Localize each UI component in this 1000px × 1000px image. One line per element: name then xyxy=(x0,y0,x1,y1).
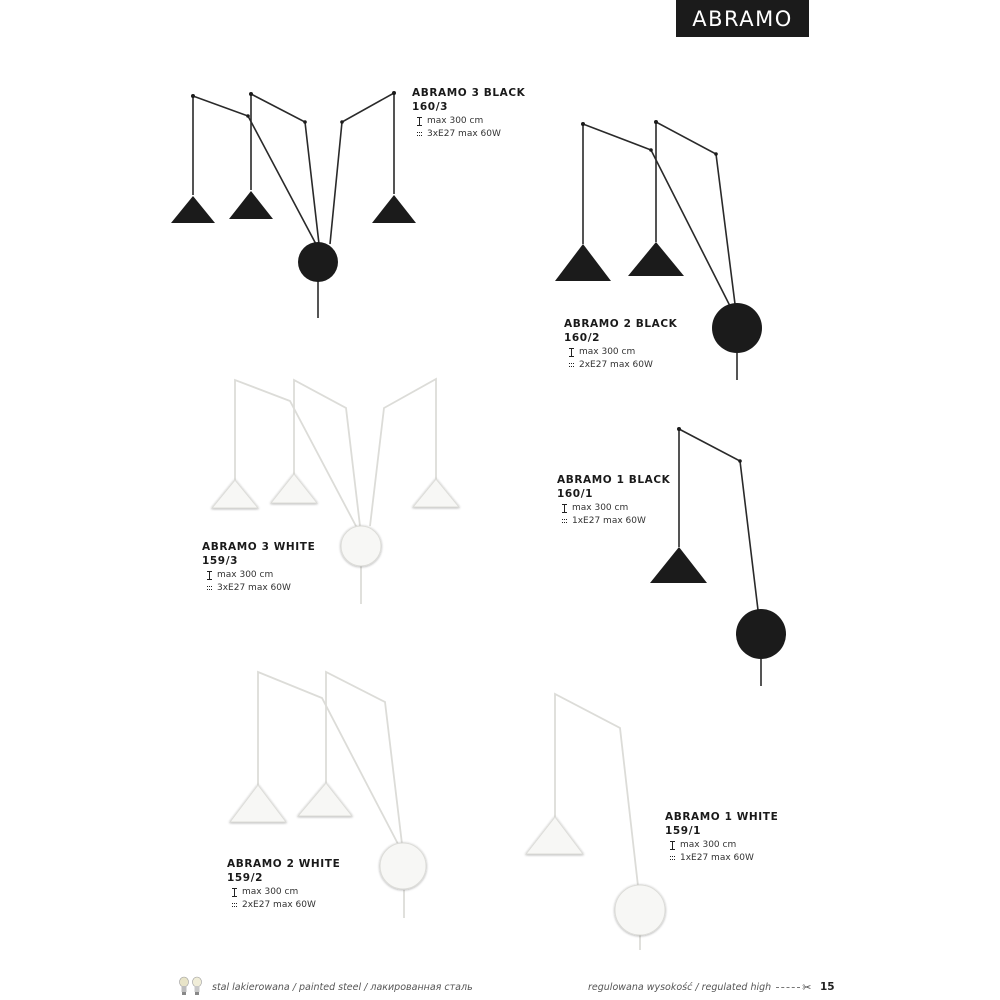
footer-regulated xyxy=(588,976,811,998)
bulb-icon xyxy=(665,856,679,860)
bulb-icon xyxy=(564,363,578,367)
product-abramo-3-black xyxy=(412,86,525,140)
bulbs-icon xyxy=(176,976,206,998)
bulb-spec: 1xE27 max 60W xyxy=(680,853,754,863)
product-abramo-2-white xyxy=(227,857,340,911)
abramo-1-white-lamp xyxy=(526,694,665,950)
product-name: ABRAMO 1 BLACK xyxy=(557,474,671,486)
bulb-icon xyxy=(412,132,426,136)
regulated-text: regulowana wysokość / regulated high xyxy=(588,981,772,993)
abramo-1-black-lamp xyxy=(650,427,786,686)
abramo-3-black-lamp xyxy=(171,91,416,318)
bulb-spec: 3xE27 max 60W xyxy=(427,129,501,139)
product-code: 160/1 xyxy=(557,488,594,500)
product-abramo-1-white xyxy=(665,810,778,864)
height-spec: max 300 cm xyxy=(427,116,484,126)
product-name: ABRAMO 3 WHITE xyxy=(202,541,316,553)
dashed-line xyxy=(776,987,800,988)
footer-material xyxy=(176,976,473,998)
brand-tab: ABRAMO xyxy=(676,0,809,37)
product-name: ABRAMO 3 BLACK xyxy=(412,87,526,99)
height-icon xyxy=(202,571,216,580)
bulb-spec: 2xE27 max 60W xyxy=(579,360,653,370)
height-spec: max 300 cm xyxy=(217,570,274,580)
bulb-icon xyxy=(557,519,571,523)
product-abramo-3-white xyxy=(202,540,315,594)
scissors-icon: ✂ xyxy=(802,980,812,994)
height-icon xyxy=(227,888,241,897)
height-icon xyxy=(412,117,426,126)
height-spec: max 300 cm xyxy=(579,347,636,357)
bulb-spec: 1xE27 max 60W xyxy=(572,516,646,526)
product-name: ABRAMO 2 WHITE xyxy=(227,858,341,870)
bulb-icon xyxy=(227,903,241,907)
product-abramo-1-black xyxy=(557,473,670,527)
height-icon xyxy=(557,504,571,513)
page-number: 15 xyxy=(820,981,835,993)
height-spec: max 300 cm xyxy=(242,887,299,897)
height-spec: max 300 cm xyxy=(680,840,737,850)
bulb-spec: 3xE27 max 60W xyxy=(217,583,291,593)
product-code: 160/2 xyxy=(564,332,601,344)
product-code: 159/1 xyxy=(665,825,702,837)
material-text: stal lakierowana / painted steel / лакированная сталь xyxy=(212,981,473,993)
height-spec: max 300 cm xyxy=(572,503,629,513)
product-code: 159/3 xyxy=(202,555,239,567)
product-code: 160/3 xyxy=(412,101,449,113)
product-name: ABRAMO 1 WHITE xyxy=(665,811,779,823)
product-abramo-2-black xyxy=(564,317,677,371)
height-icon xyxy=(665,841,679,850)
product-name: ABRAMO 2 BLACK xyxy=(564,318,678,330)
bulb-spec: 2xE27 max 60W xyxy=(242,900,316,910)
height-icon xyxy=(564,348,578,357)
bulb-icon xyxy=(202,586,216,590)
product-code: 159/2 xyxy=(227,872,264,884)
